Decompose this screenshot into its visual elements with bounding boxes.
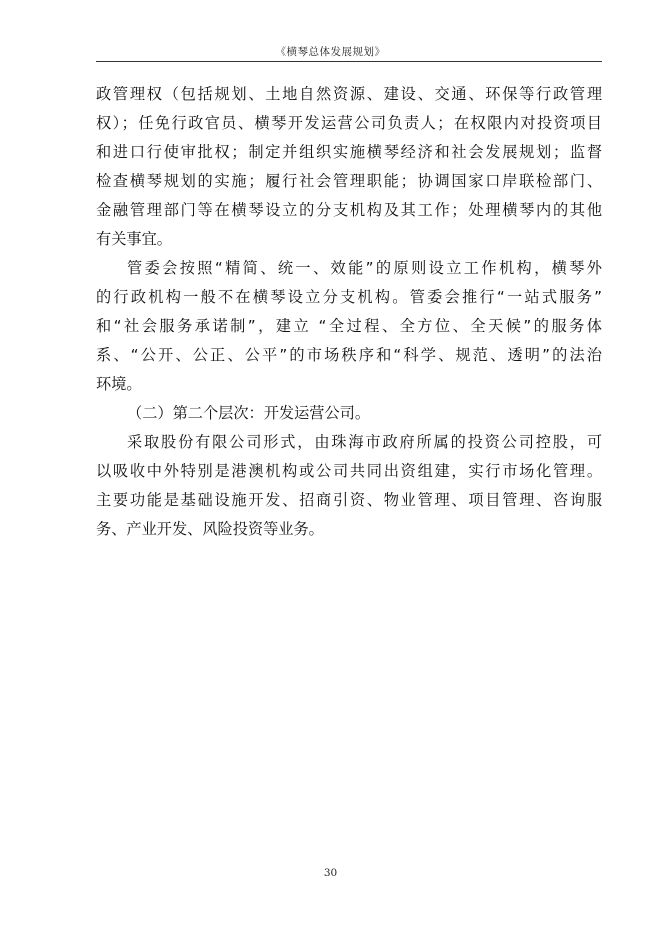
running-header: 《横琴总体发展规划》 [275, 46, 386, 58]
text-line: 务、产业开发、风险投资等业务。 [96, 520, 324, 538]
text-line: 有关事宜。 [96, 230, 172, 248]
text-line: 检查横琴规划的实施；履行社会管理职能；协调国家口岸联检部门、 [96, 172, 602, 190]
text-line: 的行政机构一般不在横琴设立分支机构。管委会推行“一站式服务” [96, 288, 602, 306]
text-line: 采取股份有限公司形式，由珠海市政府所属的投资公司控股，可 [127, 433, 602, 451]
text-line: 金融管理部门等在横琴设立的分支机构及其工作；处理横琴内的其他 [96, 201, 602, 219]
text-line: 以吸收中外特别是港澳机构或公司共同出资组建，实行市场化管理。 [96, 462, 602, 480]
text-line: 和进口行使审批权；制定并组织实施横琴经济和社会发展规划；监督 [96, 143, 602, 161]
text-line: 管委会按照“精简、统一、效能”的原则设立工作机构，横琴外 [127, 259, 602, 277]
section-heading: （二）第二个层次：开发运营公司。 [127, 404, 370, 422]
page-number: 30 [323, 867, 338, 879]
text-line: 政管理权（包括规划、土地自然资源、建设、交通、环保等行政管理 [96, 85, 602, 103]
text-line: 主要功能是基础设施开发、招商引资、物业管理、项目管理、咨询服 [96, 491, 602, 509]
header-rule [96, 61, 602, 62]
text-line: 和“社会服务承诺制”，建立 “全过程、全方位、全天候”的服务体 [96, 317, 602, 335]
body-text [96, 80, 602, 544]
text-line: 系、“公开、公正、公平”的市场秩序和“科学、规范、透明”的法治 [96, 346, 602, 364]
text-line: 权）；任免行政官员、横琴开发运营公司负责人；在权限内对投资项目 [96, 114, 602, 132]
text-line: 环境。 [96, 375, 142, 393]
